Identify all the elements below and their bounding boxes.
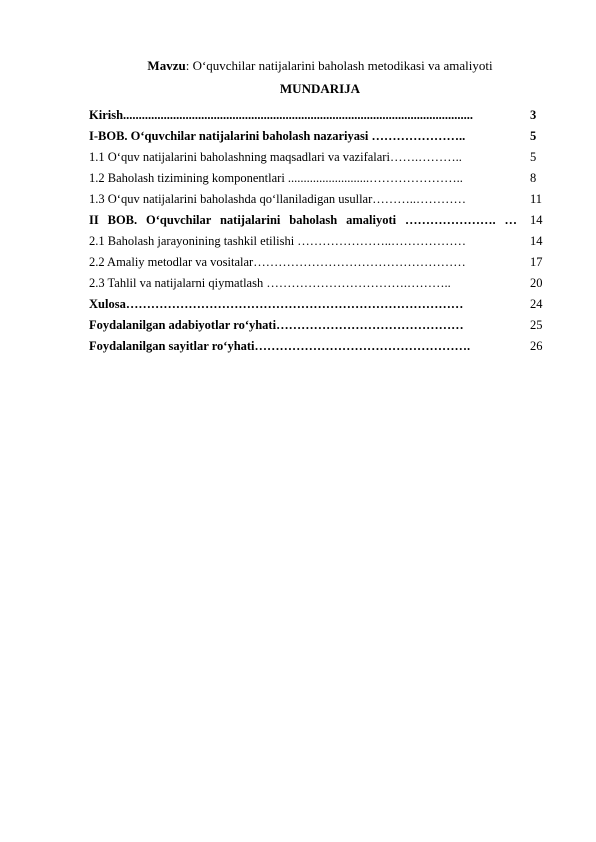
toc-entry-title: Foydalanilgan adabiyotlar ro‘yhati………………………………………	[89, 318, 464, 332]
toc-entry-page: 26	[530, 339, 543, 353]
toc-entry-section-1-2	[89, 170, 547, 187]
toc-entry-page: 14	[530, 213, 543, 227]
toc-entry-page: 17	[530, 255, 543, 269]
toc-entry-title: 1.1 O‘quv natijalarini baholashning maqsadlari va vazifalari…….………..	[89, 150, 462, 164]
toc-entry-title: II BOB. O‘quvchilar natijalarini baholash amaliyoti …………………. …	[89, 213, 517, 227]
toc-entry-chapter-2	[89, 212, 547, 229]
toc-entry-section-1-3	[89, 191, 547, 208]
toc-entry-section-2-2	[89, 254, 547, 271]
toc-entry-title: Kirish................................................................................................................	[89, 108, 474, 122]
toc-entry-page: 25	[530, 318, 543, 332]
topic-text: : O‘quvchilar natijalarini baholash metodikasi va amaliyoti	[185, 58, 493, 73]
toc-entry-title: 2.3 Tahlil va natijalarni qiymatlash …………………………….………..	[89, 276, 451, 290]
toc-entry-page: 5	[530, 150, 537, 164]
toc-entry-title: Xulosa………………………………………………………………………	[89, 297, 464, 311]
toc-entry-page: 11	[530, 192, 543, 206]
toc-entry-section-1-1	[89, 149, 547, 166]
toc-entry-introduction	[89, 107, 547, 124]
toc-entry-section-2-3	[89, 275, 547, 292]
toc-entry-page: 3	[530, 108, 537, 122]
toc-entry-section-2-1	[89, 233, 547, 250]
toc-entry-title: I-BOB. O‘quvchilar natijalarini baholash nazariyasi …………………..	[89, 129, 466, 143]
toc-entry-conclusion	[89, 296, 547, 313]
toc-entry-title: Foydalanilgan sayitlar ro‘yhati…………………………………………….	[89, 339, 471, 353]
toc-entry-page: 5	[530, 129, 537, 143]
table-of-contents	[89, 107, 547, 355]
toc-entry-references	[89, 317, 547, 334]
toc-entry-title: 2.1 Baholash jarayonining tashkil etilishi …………………..………………	[89, 234, 467, 248]
topic-label: Mavzu	[147, 58, 186, 73]
toc-entry-title: 1.3 O‘quv natijalarini baholashda qo‘llaniladigan usullar………..…………	[89, 192, 467, 206]
toc-entry-page: 14	[530, 234, 543, 248]
toc-entry-websites	[89, 338, 547, 355]
toc-entry-chapter-1	[89, 128, 547, 145]
toc-entry-page: 8	[530, 171, 537, 185]
toc-entry-title: 1.2 Baholash tizimining komponentlari ..........................…………………..	[89, 171, 463, 185]
toc-entry-page: 20	[530, 276, 543, 290]
toc-entry-title: 2.2 Amaliy metodlar va vositalar……………………………………………	[89, 255, 466, 269]
topic-line	[0, 58, 596, 74]
toc-entry-page: 24	[530, 297, 543, 311]
toc-heading: MUNDARIJA	[279, 81, 361, 96]
